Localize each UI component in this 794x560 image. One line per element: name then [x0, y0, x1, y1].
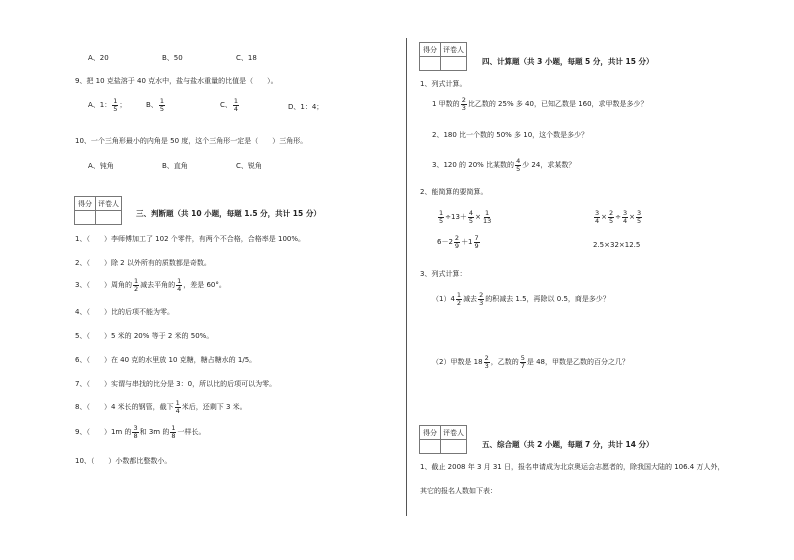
q8-option-a: A、20	[88, 54, 109, 62]
score-box	[419, 42, 467, 71]
denominator: 5	[637, 216, 642, 225]
composite-question-1-continued: 其它的报名人数如下表：	[420, 487, 497, 495]
q9-c-prefix: C、	[220, 100, 232, 109]
grader-label: 评卷人	[440, 43, 466, 56]
numerator: 1	[159, 97, 164, 105]
numerator: 1	[171, 424, 176, 432]
denominator: 5	[159, 104, 164, 113]
denominator: 4	[177, 284, 182, 293]
q10-option-c: C、锐角	[236, 162, 262, 170]
calc-q1-text-a: 1 甲数的	[432, 99, 460, 108]
denominator: 5	[468, 216, 474, 225]
tf-question-4: 4、（ ）比的后项不能为零。	[75, 308, 174, 316]
fraction	[622, 210, 628, 224]
simplify-expression-1	[437, 210, 493, 224]
calc-q3-text-a: 3、120 的 20% 比某数的	[432, 160, 515, 169]
denominator: 5	[516, 164, 521, 173]
fraction	[474, 235, 480, 249]
fraction	[456, 292, 462, 306]
tf-q3-text-b: 减去平角的	[140, 280, 176, 289]
section-4-title: 四、计算题（共 3 小题，每题 5 分，共计 15 分）	[482, 57, 654, 66]
fraction	[520, 355, 526, 369]
fraction	[515, 158, 521, 172]
numerator: 2	[454, 234, 460, 242]
denominator: 5	[113, 104, 118, 113]
list-q1-text-b: 减去	[463, 294, 478, 303]
part-1-title: 1、列式计算。	[420, 80, 467, 88]
fraction	[468, 210, 474, 224]
fraction	[484, 355, 490, 369]
denominator: 2	[133, 284, 139, 293]
fraction	[233, 98, 239, 112]
score-cell	[420, 440, 440, 453]
list-calc-question-1	[432, 292, 610, 306]
calc-q1-text-b: 比乙数的 25% 多 40，已知乙数是 160，求甲数是多少？	[467, 99, 648, 108]
tf-q9-text-a: 9、（ ）1m 的	[75, 427, 132, 436]
fraction	[608, 210, 614, 224]
calc-question-1	[432, 97, 648, 111]
numerator: 2	[609, 209, 614, 217]
grader-cell	[440, 440, 466, 453]
q9-b-prefix: B、	[146, 100, 158, 109]
numerator: 5	[520, 354, 525, 362]
list-calc-question-2	[432, 355, 629, 369]
operator: ×	[629, 212, 636, 221]
calc-q3-text-b: 少 24，求某数？	[522, 160, 576, 169]
numerator: 1	[133, 277, 139, 285]
part-3-title: 3、列式计算：	[420, 270, 467, 278]
score-label: 得分	[423, 45, 437, 54]
list-q1-text-a: （1）4	[432, 294, 455, 303]
numerator: 3	[623, 209, 628, 217]
operator: ×	[601, 212, 608, 221]
numerator: 1	[113, 97, 118, 105]
expression-text: ＋1	[461, 237, 473, 246]
question-9: 9、把 10 克盐溶于 40 克水中，盐与盐水重量的比值是（ ）。	[75, 77, 278, 85]
score-cell	[75, 211, 95, 224]
tf-question-10: 10、（ ）小数都比整数小。	[75, 457, 172, 465]
tf-question-8	[75, 400, 247, 414]
calc-question-3	[432, 158, 575, 172]
fraction	[478, 292, 484, 306]
tf-q8-text-a: 8、（ ）4 米长的钢管，截下	[75, 402, 174, 411]
q9-option-c	[220, 98, 240, 112]
numerator: 1	[233, 97, 239, 105]
denominator: 7	[520, 361, 525, 370]
numerator: 1	[485, 209, 490, 217]
tf-q9-text-c: 一样长。	[177, 427, 206, 436]
numerator: 1	[456, 291, 462, 299]
fraction	[461, 97, 467, 111]
numerator: 4	[468, 209, 474, 217]
q9-option-b	[146, 98, 166, 112]
tf-question-6: 6、（ ）在 40 克的水里放 10 克糖，糖占糖水的 1/5。	[75, 356, 257, 364]
tf-question-9	[75, 425, 205, 439]
operator: ×	[475, 212, 481, 221]
simplify-expression-3	[437, 235, 481, 249]
operator: ÷	[615, 212, 622, 221]
numerator: 2	[461, 96, 466, 104]
denominator: 4	[595, 216, 600, 225]
simplify-expression-4: 2.5×32×12.5	[593, 241, 641, 249]
score-box	[74, 196, 122, 225]
denominator: 2	[456, 298, 462, 307]
numerator: 7	[474, 234, 479, 242]
score-label: 得分	[78, 199, 92, 208]
score-label: 得分	[423, 428, 437, 437]
score-cell	[420, 57, 440, 70]
operator: ÷13＋	[445, 212, 467, 221]
denominator: 13	[482, 216, 492, 225]
q8-option-c: C、18	[236, 54, 257, 62]
q9-a-suffix: ；	[119, 100, 127, 109]
denominator: 4	[175, 406, 180, 415]
numerator: 1	[175, 399, 180, 407]
score-box	[419, 425, 467, 454]
list-q2-text-c: 是 48，甲数是乙数的百分之几？	[526, 357, 630, 366]
denominator: 5	[609, 216, 614, 225]
denominator: 8	[171, 431, 176, 440]
tf-q3-text-a: 3、（ ）周角的	[75, 280, 132, 289]
composite-question-1: 1、截止 2008 年 3 月 31 日，报名申请成为北京奥运会志愿者的，除我国大陆的 106.4 万人外，	[420, 463, 725, 471]
tf-q3-text-c: ，差是 60°。	[183, 280, 226, 289]
tf-question-1: 1、（ ）李师傅加工了 102 个零件，有两个不合格，合格率是 100%。	[75, 235, 306, 243]
list-q2-text-a: （2）甲数是 18	[432, 357, 483, 366]
simplify-expression-2	[593, 210, 643, 224]
denominator: 4	[623, 216, 628, 225]
numerator: 4	[516, 157, 521, 165]
fraction	[112, 98, 118, 112]
grader-cell	[440, 57, 466, 70]
expression-text: 6－2	[437, 237, 453, 246]
fraction	[438, 210, 444, 224]
denominator: 5	[439, 216, 444, 225]
denominator: 8	[133, 431, 138, 440]
part-2-title: 2、能简算的要简算。	[420, 188, 488, 196]
numerator: 2	[484, 354, 489, 362]
grader-cell	[95, 211, 121, 224]
fraction	[482, 210, 492, 224]
numerator: 3	[637, 209, 642, 217]
tf-question-3	[75, 278, 226, 292]
fraction	[132, 425, 138, 439]
fraction	[133, 278, 139, 292]
fraction	[170, 425, 176, 439]
numerator: 3	[133, 424, 138, 432]
denominator: 4	[233, 104, 239, 113]
numerator: 1	[177, 277, 182, 285]
denominator: 3	[484, 361, 489, 370]
fraction	[176, 278, 182, 292]
grader-label: 评卷人	[440, 426, 466, 439]
column-divider	[406, 38, 407, 516]
q9-option-d: D、1：4；	[288, 103, 324, 111]
fraction	[594, 210, 600, 224]
tf-q8-text-b: 米后，还剩下 3 米。	[181, 402, 247, 411]
denominator: 9	[474, 241, 479, 250]
section-5-title: 五、综合题（共 2 小题，每题 7 分，共计 14 分）	[482, 440, 654, 449]
q9-option-a	[88, 98, 126, 112]
list-q1-text-c: 的积减去 1.5，再除以 0.5，商是多少？	[485, 294, 610, 303]
q8-option-b: B、50	[162, 54, 183, 62]
list-q2-text-b: ，乙数的	[490, 357, 519, 366]
numerator: 1	[439, 209, 444, 217]
tf-question-5: 5、（ ）5 米的 20% 等于 2 米的 50%。	[75, 332, 214, 340]
fraction	[175, 400, 181, 414]
question-10: 10、一个三角形最小的内角是 50 度，这个三角形一定是（ ）三角形。	[75, 137, 308, 145]
calc-question-2: 2、180 比一个数的 50% 多 10，这个数是多少？	[432, 131, 589, 139]
tf-question-2: 2、（ ）除 2 以外所有的质数都是奇数。	[75, 259, 211, 267]
denominator: 3	[461, 103, 466, 112]
grader-label: 评卷人	[95, 197, 121, 210]
q10-option-a: A、钝角	[88, 162, 114, 170]
numerator: 3	[595, 209, 600, 217]
denominator: 9	[454, 241, 460, 250]
section-3-title: 三、判断题（共 10 小题，每题 1.5 分，共计 15 分）	[136, 209, 321, 218]
tf-q9-text-b: 和 3m 的	[139, 427, 170, 436]
tf-question-7: 7、（ ）实谓与串找的比分是 3：0，所以比的后项可以为零。	[75, 380, 277, 388]
q10-option-b: B、直角	[162, 162, 188, 170]
fraction	[159, 98, 165, 112]
q9-a-prefix: A、1：	[88, 100, 112, 109]
numerator: 2	[479, 291, 484, 299]
denominator: 3	[479, 298, 484, 307]
fraction	[636, 210, 642, 224]
fraction	[454, 235, 460, 249]
